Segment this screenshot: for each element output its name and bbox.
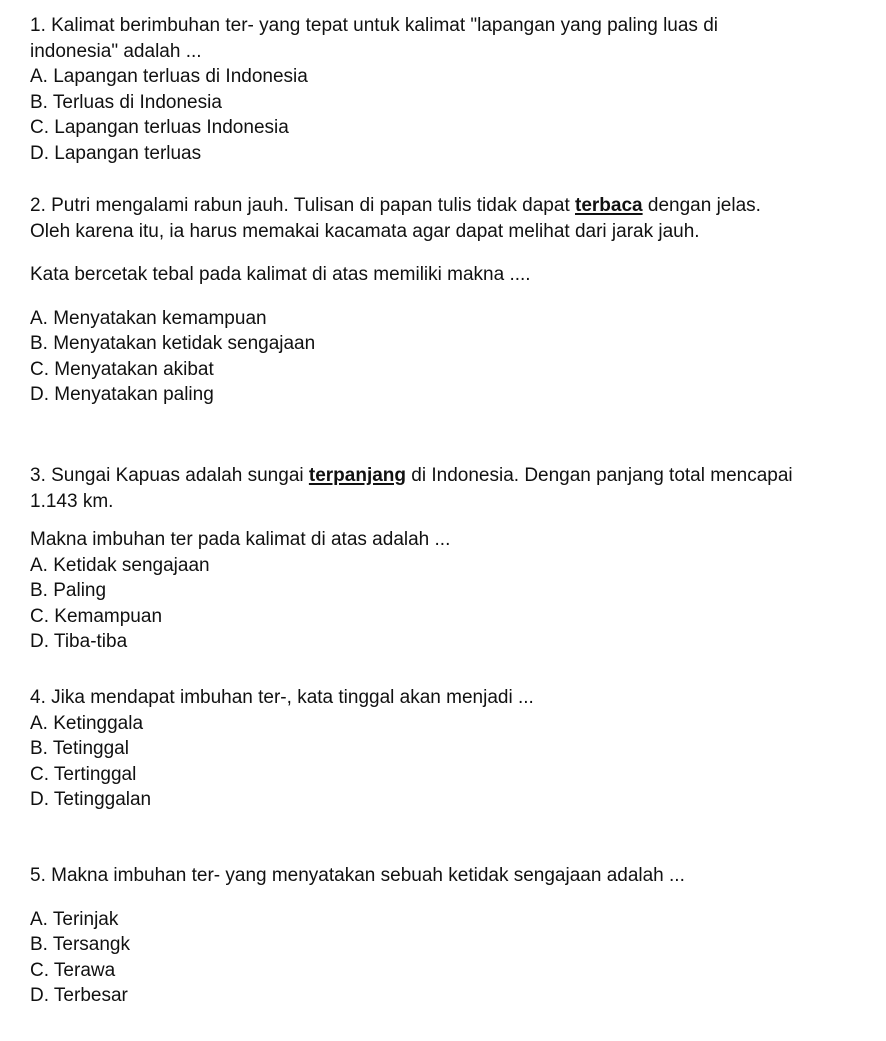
question-5-option-b: B. Tersangk (30, 934, 130, 955)
question-4 (30, 685, 534, 813)
question-4-option-d: D. Tetinggalan (30, 789, 152, 810)
question-2-stem-pre: 2. Putri mengalami rabun jauh. Tulisan di papan tulis tidak dapat (30, 195, 575, 216)
question-3-option-d: D. Tiba-tiba (30, 631, 128, 652)
question-3-stem-line-1 (30, 463, 793, 489)
question-2-option-d: D. Menyatakan paling (30, 384, 214, 405)
question-2-stem-post: dengan jelas. (642, 195, 761, 216)
question-4-stem: 4. Jika mendapat imbuhan ter-, kata tinggal akan menjadi ... (30, 687, 534, 708)
question-2-prompt: Kata bercetak tebal pada kalimat di atas memiliki makna .... (30, 264, 531, 285)
question-2 (30, 193, 761, 408)
question-1 (30, 13, 886, 166)
question-1-stem-line-1: 1. Kalimat berimbuhan ter- yang tepat untuk kalimat "lapangan yang paling luas di (30, 15, 718, 36)
question-2-stem-line-2: Oleh karena itu, ia harus memakai kacamata agar dapat melihat dari jarak jauh. (30, 220, 700, 242)
question-3-bold-word: terpanjang (308, 465, 407, 486)
quiz-document (30, 13, 886, 1006)
question-4-option-c: C. Tertinggal (30, 763, 137, 785)
question-5-option-c: C. Terawa (30, 959, 116, 981)
question-2-option-b: B. Menyatakan ketidak sengajaan (30, 333, 316, 354)
question-3-stem-post: di Indonesia. Dengan panjang total mencapai (406, 465, 793, 486)
question-2-bold-word: terbaca (575, 195, 643, 216)
question-3 (30, 463, 793, 655)
question-1-option-c: C. Lapangan terluas Indonesia (30, 117, 289, 138)
question-5-option-d: D. Terbesar (30, 985, 128, 1006)
question-3-option-c: C. Kemampuan (30, 605, 163, 627)
question-2-stem-line-1 (30, 193, 761, 219)
question-1-stem-line-2: indonesia" adalah ... (30, 40, 202, 62)
question-3-option-b: B. Paling (30, 580, 107, 601)
question-3-stem-line-2: 1.143 km. (30, 490, 114, 512)
question-4-option-a: A. Ketinggala (30, 712, 144, 734)
question-2-option-c: C. Menyatakan akibat (30, 358, 214, 380)
question-1-option-d: D. Lapangan terluas (30, 142, 202, 164)
question-2-option-a: A. Menyatakan kemampuan (30, 307, 267, 329)
question-3-prompt: Makna imbuhan ter pada kalimat di atas adalah ... (30, 529, 451, 550)
question-5-stem: 5. Makna imbuhan ter- yang menyatakan sebuah ketidak sengajaan adalah ... (30, 865, 685, 886)
question-5-option-a: A. Terinjak (30, 908, 119, 930)
question-1-option-a: A. Lapangan terluas di Indonesia (30, 66, 308, 87)
question-1-option-b: B. Terluas di Indonesia (30, 91, 222, 113)
question-4-option-b: B. Tetinggal (30, 738, 129, 759)
question-5 (30, 863, 685, 1009)
question-3-stem-pre: 3. Sungai Kapuas adalah sungai (30, 465, 309, 486)
question-3-option-a: A. Ketidak sengajaan (30, 554, 210, 576)
